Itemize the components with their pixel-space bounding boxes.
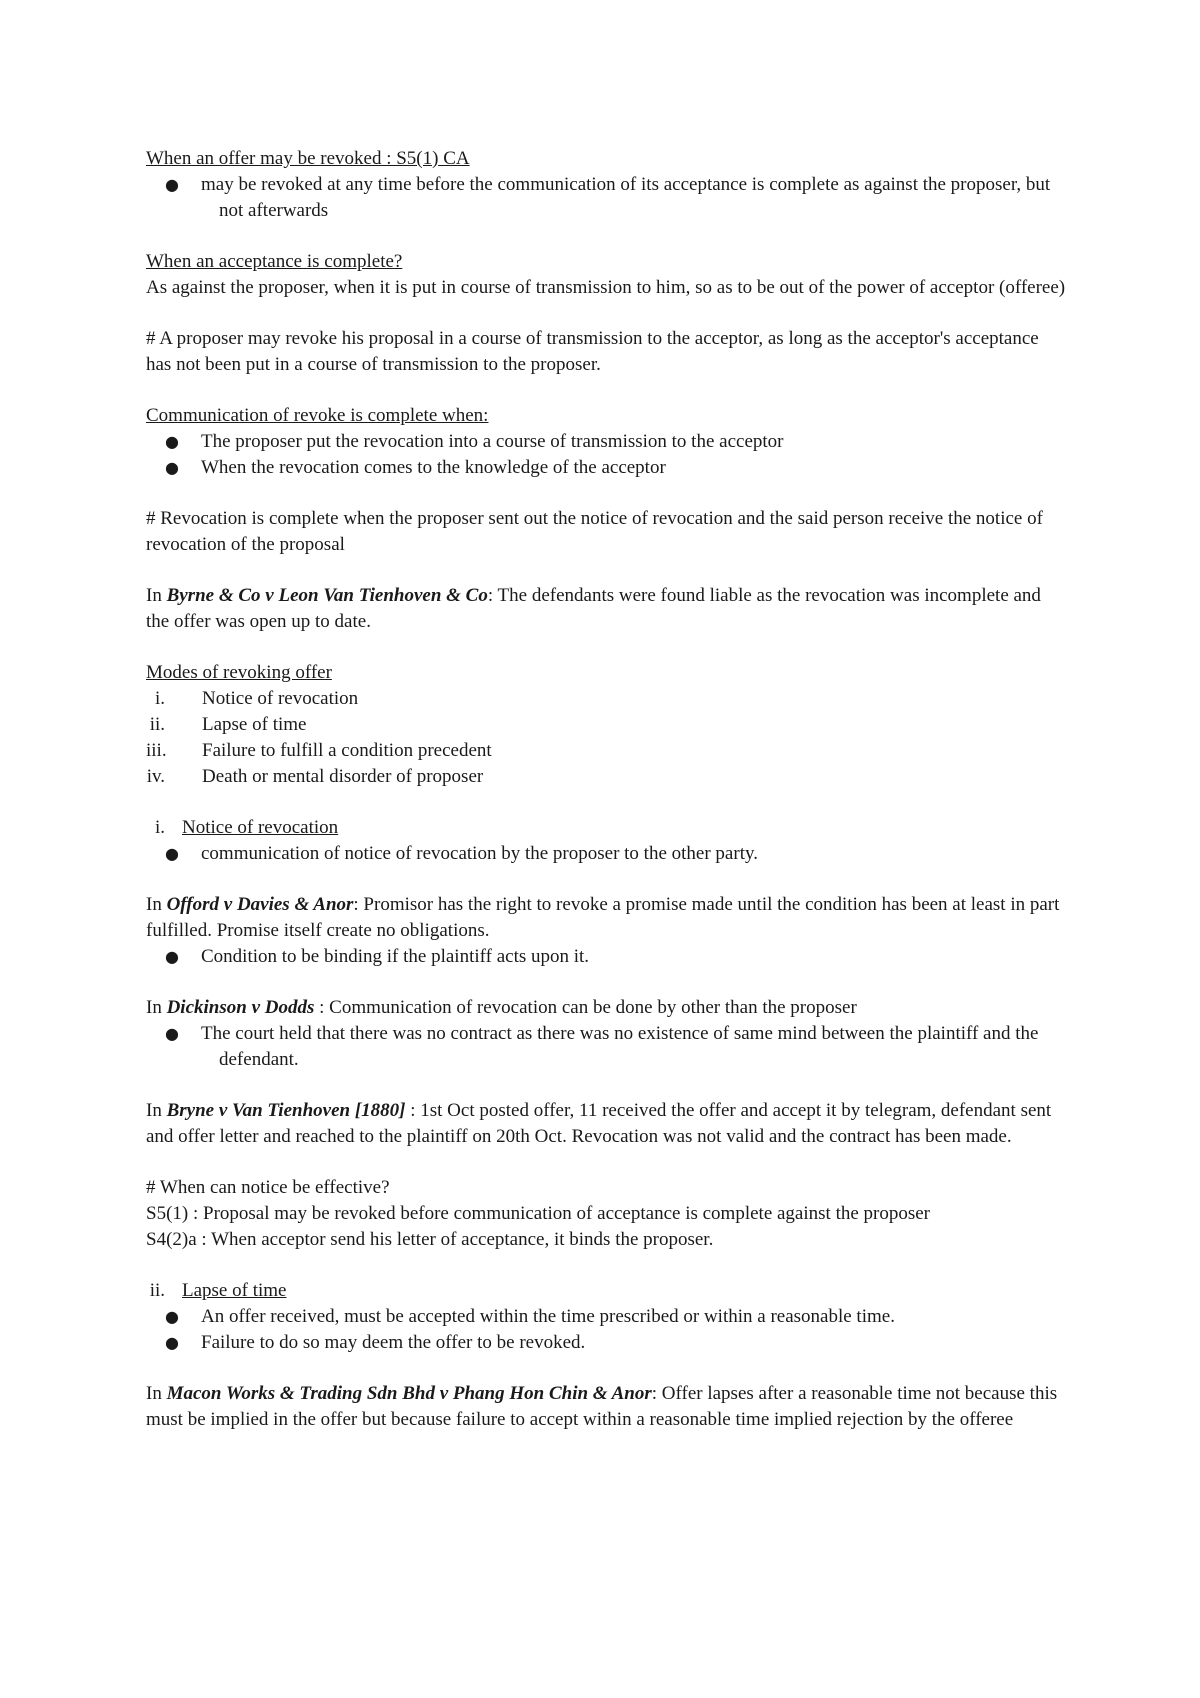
case-paragraph: In Dickinson v Dodds : Communication of revocation can be done by other than the proposer (146, 997, 857, 1018)
case-paragraph: In Offord v Davies & Anor: Promisor has the right to revoke a promise made until the condition has been at least in part fulfilled. Promise itself create no obligations. (146, 894, 1060, 941)
bullet-item: ● When the revocation comes to the knowledge of the acceptor (146, 455, 1066, 481)
bullet-icon: ● (165, 175, 179, 194)
bullet-icon: ● (165, 947, 179, 966)
document-page (146, 146, 1066, 1433)
bullet-icon: ● (165, 1307, 179, 1326)
heading-offer-revoked: When an offer may be revoked : S5(1) CA (146, 148, 470, 169)
bullet-item: ● An offer received, must be accepted within the time prescribed or within a reasonable time. (146, 1304, 1066, 1330)
bullet-item: ● The proposer put the revocation into a course of transmission to the acceptor (146, 429, 1066, 455)
case-name: Macon Works & Trading Sdn Bhd v Phang Hon Chin & Anor (166, 1383, 652, 1404)
bullet-list (146, 1021, 1066, 1073)
bullet-list (146, 172, 1066, 224)
numbered-list (146, 686, 1066, 790)
subheading-lapse-of-time: ii. Lapse of time (149, 1280, 287, 1301)
heading-communication-revoke: Communication of revoke is complete when: (146, 405, 489, 426)
case-name: Offord v Davies & Anor (166, 894, 354, 915)
list-item: iv. Death or mental disorder of proposer (146, 766, 484, 787)
heading-acceptance-complete: When an acceptance is complete? (146, 251, 403, 272)
paragraph: S5(1) : Proposal may be revoked before communication of acceptance is complete against the proposer (146, 1203, 931, 1224)
bullet-icon: ● (165, 844, 179, 863)
paragraph: S4(2)a : When acceptor send his letter of acceptance, it binds the proposer. (146, 1229, 714, 1250)
bullet-item: ● Condition to be binding if the plaintiff acts upon it. (146, 944, 1066, 970)
case-name: Bryne v Van Tienhoven [1880] (166, 1100, 406, 1121)
bullet-list (146, 944, 1066, 970)
case-paragraph: In Bryne v Van Tienhoven [1880] : 1st Oct posted offer, 11 received the offer and accept it by telegram, defendant sent and offer letter and reached to the plaintiff on 20th Oct. Revocation was not valid and the contract has been made. (146, 1100, 1052, 1147)
case-name: Byrne & Co v Leon Van Tienhoven & Co (166, 585, 488, 606)
bullet-icon: ● (165, 458, 179, 477)
bullet-list (146, 1304, 1066, 1356)
case-name: Dickinson v Dodds (166, 997, 315, 1018)
bullet-icon: ● (165, 1024, 179, 1043)
bullet-item: ● Failure to do so may deem the offer to be revoked. (146, 1330, 1066, 1356)
paragraph: # When can notice be effective? (146, 1177, 390, 1198)
bullet-icon: ● (165, 432, 179, 451)
list-item: ii. Lapse of time (149, 714, 307, 735)
list-item: i. Notice of revocation (154, 688, 359, 709)
heading-modes-revoking: Modes of revoking offer (146, 662, 332, 683)
paragraph: # Revocation is complete when the proposer sent out the notice of revocation and the said person receive the notice of revocation of the proposal (146, 508, 1043, 555)
subheading-notice-revocation: i. Notice of revocation (154, 817, 339, 838)
case-paragraph: In Byrne & Co v Leon Van Tienhoven & Co: The defendants were found liable as the revocation was incomplete and the offer was open up to date. (146, 585, 1041, 632)
bullet-item: ● may be revoked at any time before the communication of its acceptance is complete as against the proposer, but not afterwards (165, 174, 1051, 221)
bullet-list (146, 429, 1066, 481)
bullet-icon: ● (165, 1333, 179, 1352)
paragraph: # A proposer may revoke his proposal in a course of transmission to the acceptor, as long as the acceptor's acceptance has not been put in a course of transmission to the proposer. (146, 328, 1039, 375)
bullet-item: ● communication of notice of revocation by the proposer to the other party. (146, 841, 1066, 867)
case-paragraph: In Macon Works & Trading Sdn Bhd v Phang Hon Chin & Anor: Offer lapses after a reasonable time not because this must be implied in the offer but because failure to accept within a reasonable time implied rejection by the offeree (146, 1383, 1058, 1430)
bullet-item: ● The court held that there was no contract as there was no existence of same mind between the plaintiff and the defendant. (165, 1023, 1039, 1070)
paragraph: As against the proposer, when it is put in course of transmission to him, so as to be out of the power of acceptor (offeree) (146, 277, 1066, 298)
list-item: iii. Failure to fulfill a condition precedent (146, 740, 492, 761)
bullet-list (146, 841, 1066, 867)
